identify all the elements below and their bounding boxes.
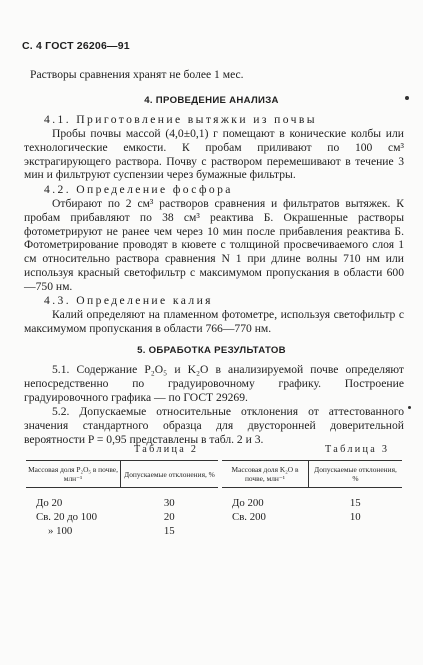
table-2-cell-deviation: 20 [163,511,175,523]
table-3-cell-range: Св. 200 [232,511,266,523]
table-row [26,510,218,524]
subsection-4-2-text: Отбирают по 2 см³ растворов сравнения и фильтратов вытяжек. К пробам прибавляют по 38 см³ реактива Б. Окрашенные растворы фотометрируют не ранее чем через 10 мин после прибавления реактива Б. Фотометрирование проводят в кювете с толщиной просвечиваемого слоя 1 см относительно раствора сравнения N 1 при длине волны 710 нм или используя красный светофильтр с максимумом пропускания в области 600—750 нм. [24,197,404,293]
table-3-header-deviation: Допускаемые отклонения, % [309,461,403,488]
subsection-4-1-text: Пробы почвы массой (4,0±0,1) г помещают в конические колбы или технологические емкости. К пробам приливают по 100 см³ экстрагирующего раствора. Почву с раствором перемешивают в течение 3 мин и фильтруют суспензии через бумажные фильтры. [24,127,404,182]
subsection-4-1-title [44,113,384,127]
section-4-title: 4. ПРОВЕДЕНИЕ АНАЛИЗА [144,95,279,106]
subsection-4-3-text: Калий определяют на пламенном фотометре, используя светофильтр с максимумом пропускания в области 766—770 нм. [24,308,404,335]
table-3 [222,460,402,524]
table-row [222,496,402,510]
table-row [222,510,402,524]
subsection-4-2-title [44,183,384,197]
table-2-header-deviation: Допускаемые отклонения, % [121,461,219,488]
table-2-cell-range: До 20 [36,497,63,509]
table-3-cell-deviation: 15 [349,497,361,509]
table-2-cell-deviation: 30 [163,497,175,509]
table-3-caption: Таблица 3 [325,444,390,455]
page-header: С. 4 ГОСТ 26206—91 [22,40,130,52]
print-speck [408,406,411,409]
table-2-header-mass-fraction: Массовая доля P₂O₅ в почве, млн⁻¹ [26,461,121,488]
table-3-cell-range: До 200 [232,497,264,509]
table-row [26,496,218,510]
table-2-caption: Таблица 2 [134,444,199,455]
subsection-5-2-text: 5.2. Допускаемые относительные отклонения от аттестованного значения стандартного образца для двусторонней доверительной вероятности P = 0,95 представлены в табл. 2 и 3. [24,405,404,446]
table-2 [26,460,218,538]
section-5-title: 5. ОБРАБОТКА РЕЗУЛЬТАТОВ [137,345,286,356]
storage-paragraph: Растворы сравнения хранят не более 1 мес. [30,68,244,81]
table-row [26,524,218,538]
table-2-cell-range: Св. 20 до 100 [36,511,97,523]
subsection-5-1-text: 5.1. Содержание P₂O₅ и K₂O в анализируемой почве определяют непосредственно по градуировочному графику. Построение градуировочного графика — по ГОСТ 29269. [24,363,404,404]
subsection-4-1-title-text: 4.1. Приготовление вытяжки из почвы [44,113,317,126]
table-3-header-mass-fraction: Массовая доля K₂O в почве, млн⁻¹ [222,461,309,488]
table-3-cell-deviation: 10 [349,511,361,523]
subsection-4-2-title-text: 4.2. Определение фосфора [44,183,233,196]
subsection-4-3-title-text: 4.3. Определение калия [44,294,213,307]
subsection-4-3-title [44,294,384,308]
table-2-cell-deviation: 15 [163,525,175,537]
table-2-cell-range: » 100 [48,525,73,537]
